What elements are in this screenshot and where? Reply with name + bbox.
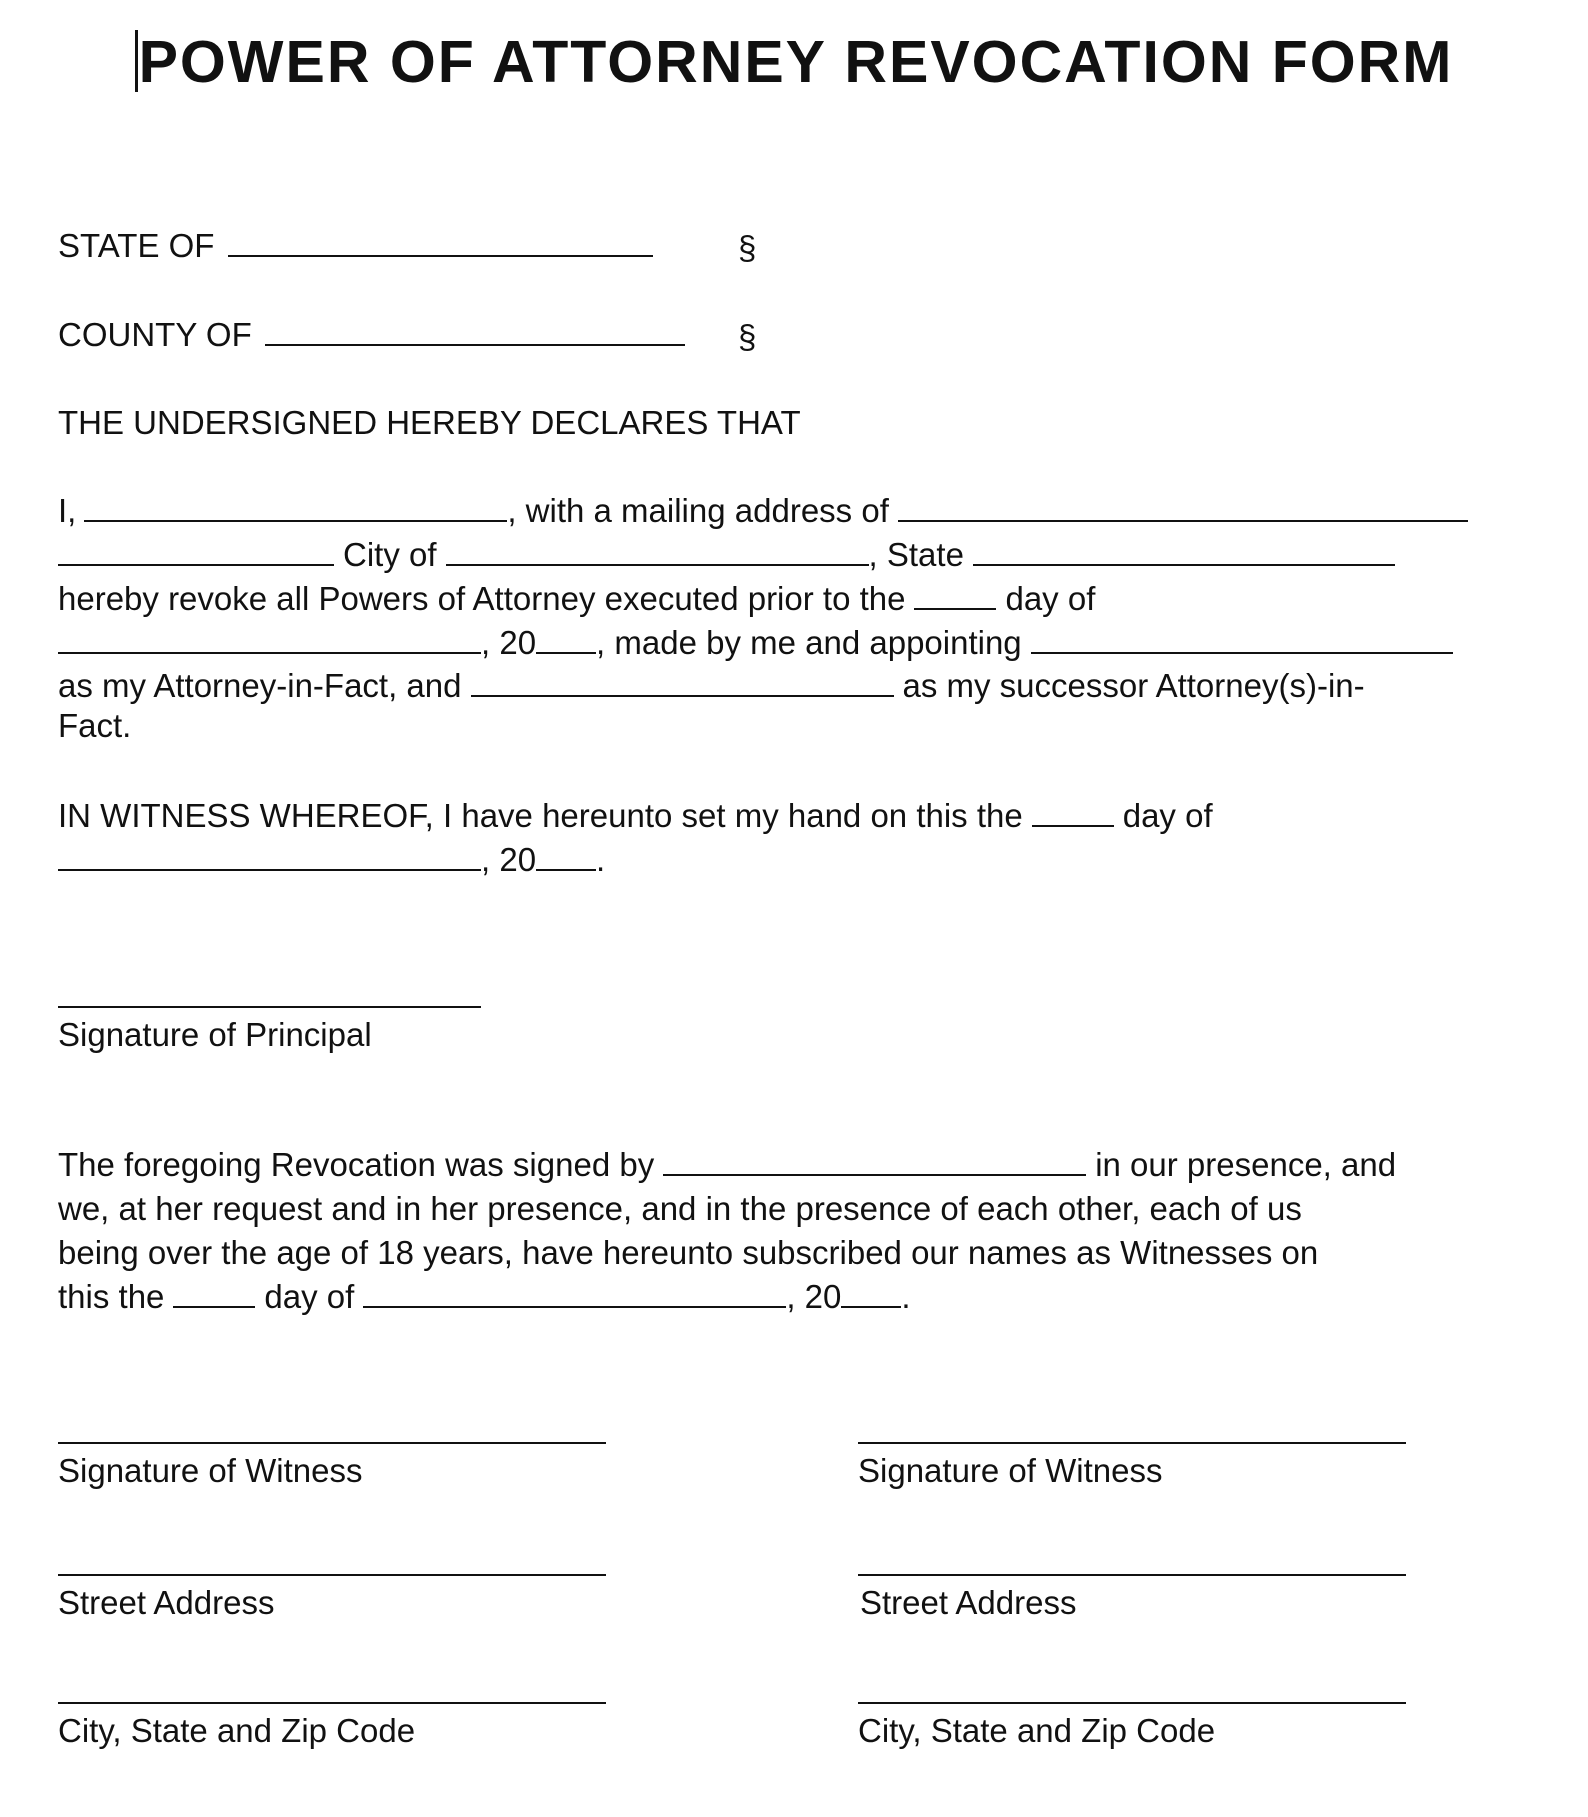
executed-month-blank[interactable] [58, 621, 481, 654]
witness-2-address-label: Street Address [860, 1584, 1077, 1621]
revocation-line-2: City of , State [58, 533, 1395, 577]
address-continued-blank[interactable] [58, 533, 334, 566]
witness-2-address-line[interactable] [858, 1574, 1406, 1576]
revocation-line-3: hereby revoke all Powers of Attorney executed prior to the day of [58, 577, 1095, 621]
principal-signature-label: Signature of Principal [58, 1016, 372, 1053]
witness-1-signature-label: Signature of Witness [58, 1452, 363, 1489]
successor-attorney-blank[interactable] [471, 664, 894, 697]
county-section-mark: § [738, 318, 757, 355]
executed-year-blank[interactable] [536, 621, 596, 654]
revocation-line-5: as my Attorney-in-Fact, and as my successor Attorney(s)-in- [58, 664, 1365, 708]
attestation-line-1: The foregoing Revocation was signed by in our presence, and [58, 1143, 1396, 1187]
witness-1-city-label: City, State and Zip Code [58, 1712, 416, 1749]
city-blank[interactable] [446, 533, 869, 566]
witness-whereof-line-1: IN WITNESS WHEREOF, I have hereunto set my hand on this the day of [58, 794, 1213, 838]
witness-1-signature-line[interactable] [58, 1442, 606, 1444]
witness-1-address-label: Street Address [58, 1584, 275, 1621]
witness-whereof-line-2: , 20 . [58, 838, 605, 882]
attestation-month-blank[interactable] [363, 1275, 786, 1308]
attestation-line-3: being over the age of 18 years, have hereunto subscribed our names as Witnesses on [58, 1234, 1319, 1271]
attestation-line-4: this the day of , 20 . [58, 1275, 911, 1319]
county-label: COUNTY OF [58, 316, 252, 353]
revocation-line-4: , 20 , made by me and appointing [58, 621, 1453, 665]
attestation-year-blank[interactable] [841, 1275, 901, 1308]
revocation-line-1: I, , with a mailing address of [58, 489, 1468, 533]
attestation-line-2: we, at her request and in her presence, and in the presence of each other, each of us [58, 1190, 1302, 1227]
document-title: POWER OF ATTORNEY REVOCATION FORM [0, 22, 1588, 102]
attorney-in-fact-blank[interactable] [1031, 621, 1453, 654]
county-blank[interactable] [265, 313, 685, 346]
revocation-line-6: Fact. [58, 707, 132, 744]
witness-2-signature-label: Signature of Witness [858, 1452, 1163, 1489]
witness-2-city-line[interactable] [858, 1702, 1406, 1704]
witness-1-address-line[interactable] [58, 1574, 606, 1576]
text-cursor [135, 30, 138, 92]
witness-2-city-label: City, State and Zip Code [858, 1712, 1216, 1749]
principal-signature-line[interactable] [58, 1006, 481, 1008]
state-section-mark: § [738, 229, 757, 266]
whereof-day-blank[interactable] [1032, 794, 1114, 827]
attestation-day-blank[interactable] [173, 1275, 255, 1308]
mailing-address-blank[interactable] [898, 489, 1468, 522]
state-blank[interactable] [228, 224, 653, 257]
executed-day-blank[interactable] [914, 577, 996, 610]
state-line [58, 224, 653, 268]
whereof-year-blank[interactable] [536, 838, 596, 871]
witness-1-city-line[interactable] [58, 1702, 606, 1704]
principal-name-blank[interactable] [84, 489, 507, 522]
county-line [58, 313, 685, 357]
witness-2-signature-line[interactable] [858, 1442, 1406, 1444]
state-label: STATE OF [58, 227, 215, 264]
whereof-month-blank[interactable] [58, 838, 481, 871]
signed-by-blank[interactable] [663, 1143, 1086, 1176]
declaration-heading: THE UNDERSIGNED HEREBY DECLARES THAT [58, 404, 801, 441]
state-of-residence-blank[interactable] [973, 533, 1395, 566]
